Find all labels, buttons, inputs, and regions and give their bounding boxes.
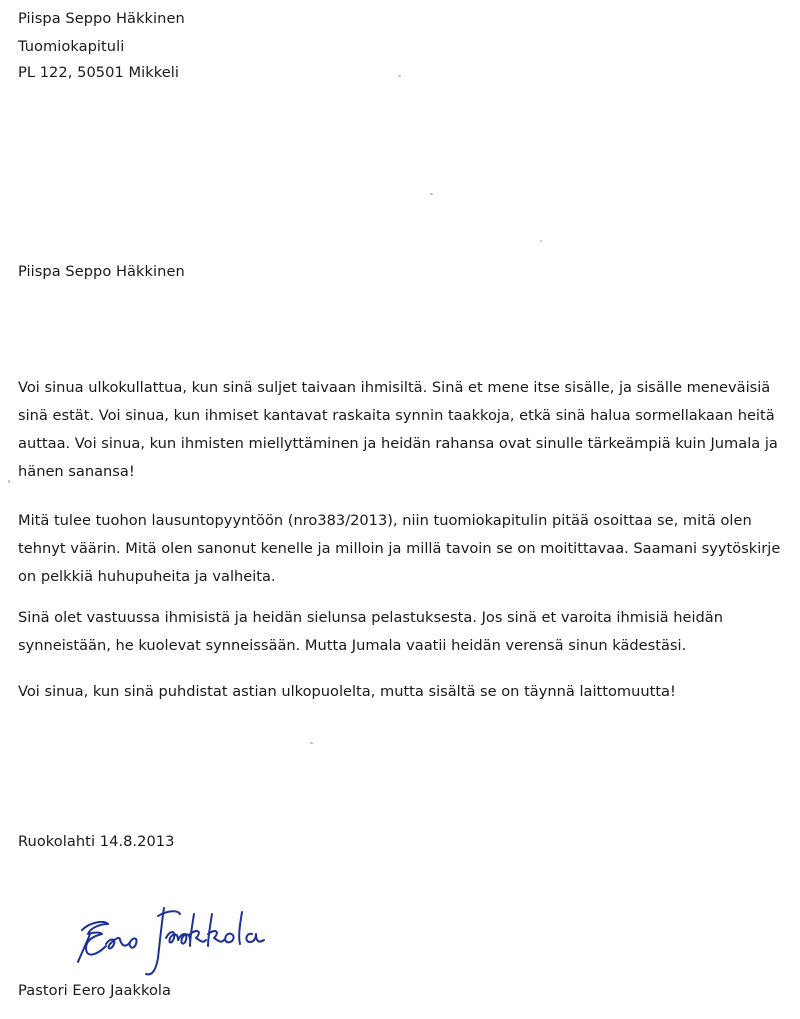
body-paragraph-3: Sinä olet vastuussa ihmisistä ja heidän sielunsa pelastuksesta. Jos sinä et varoita ihmisiä heidän synneistään, he kuolevat synneissään. Mutta Jumala vaatii heidän verensä sinun kädestäsi. xyxy=(18,609,723,654)
body-paragraph-1: Voi sinua ulkokullattua, kun sinä suljet taivaan ihmisiltä. Sinä et mene itse sisälle, ja sisälle meneväisiä sinä estät. Voi sinua, kun ihmiset kantavat raskaita synnin taakkoja, etkä sinä halua sormellakaan heitä auttaa. Voi sinua, kun ihmisten miellyttäminen ja heidän rahansa ovat sinulle tärkeämpiä kuin Jumala ja hänen sanansa! xyxy=(18,379,778,480)
body-paragraph-4: Voi sinua, kun sinä puhdistat astian ulkopuolelta, mutta sisältä se on täynnä laittomuutta! xyxy=(18,683,676,700)
handwritten-signature xyxy=(60,900,280,990)
signatory-name: Pastori Eero Jaakkola xyxy=(18,982,172,999)
scan-speck xyxy=(540,240,542,242)
sender-address: PL 122, 50501 Mikkeli xyxy=(18,64,179,81)
scan-speck xyxy=(398,75,401,77)
scan-speck xyxy=(310,742,313,744)
scan-speck xyxy=(430,193,433,195)
sender-name: Piispa Seppo Häkkinen xyxy=(18,10,185,27)
place-date: Ruokolahti 14.8.2013 xyxy=(18,833,175,850)
recipient-line: Piispa Seppo Häkkinen xyxy=(18,263,185,280)
body-paragraph-2: Mitä tulee tuohon lausuntopyyntöön (nro383/2013), niin tuomiokapitulin pitää osoittaa se, mitä olen tehnyt väärin. Mitä olen sanonut kenelle ja milloin ja millä tavoin se on moitittavaa. Saamani syytöskirje on pelkkiä huhupuheita ja valheita. xyxy=(18,512,781,585)
sender-office: Tuomiokapituli xyxy=(18,38,125,55)
scan-speck xyxy=(8,480,10,483)
